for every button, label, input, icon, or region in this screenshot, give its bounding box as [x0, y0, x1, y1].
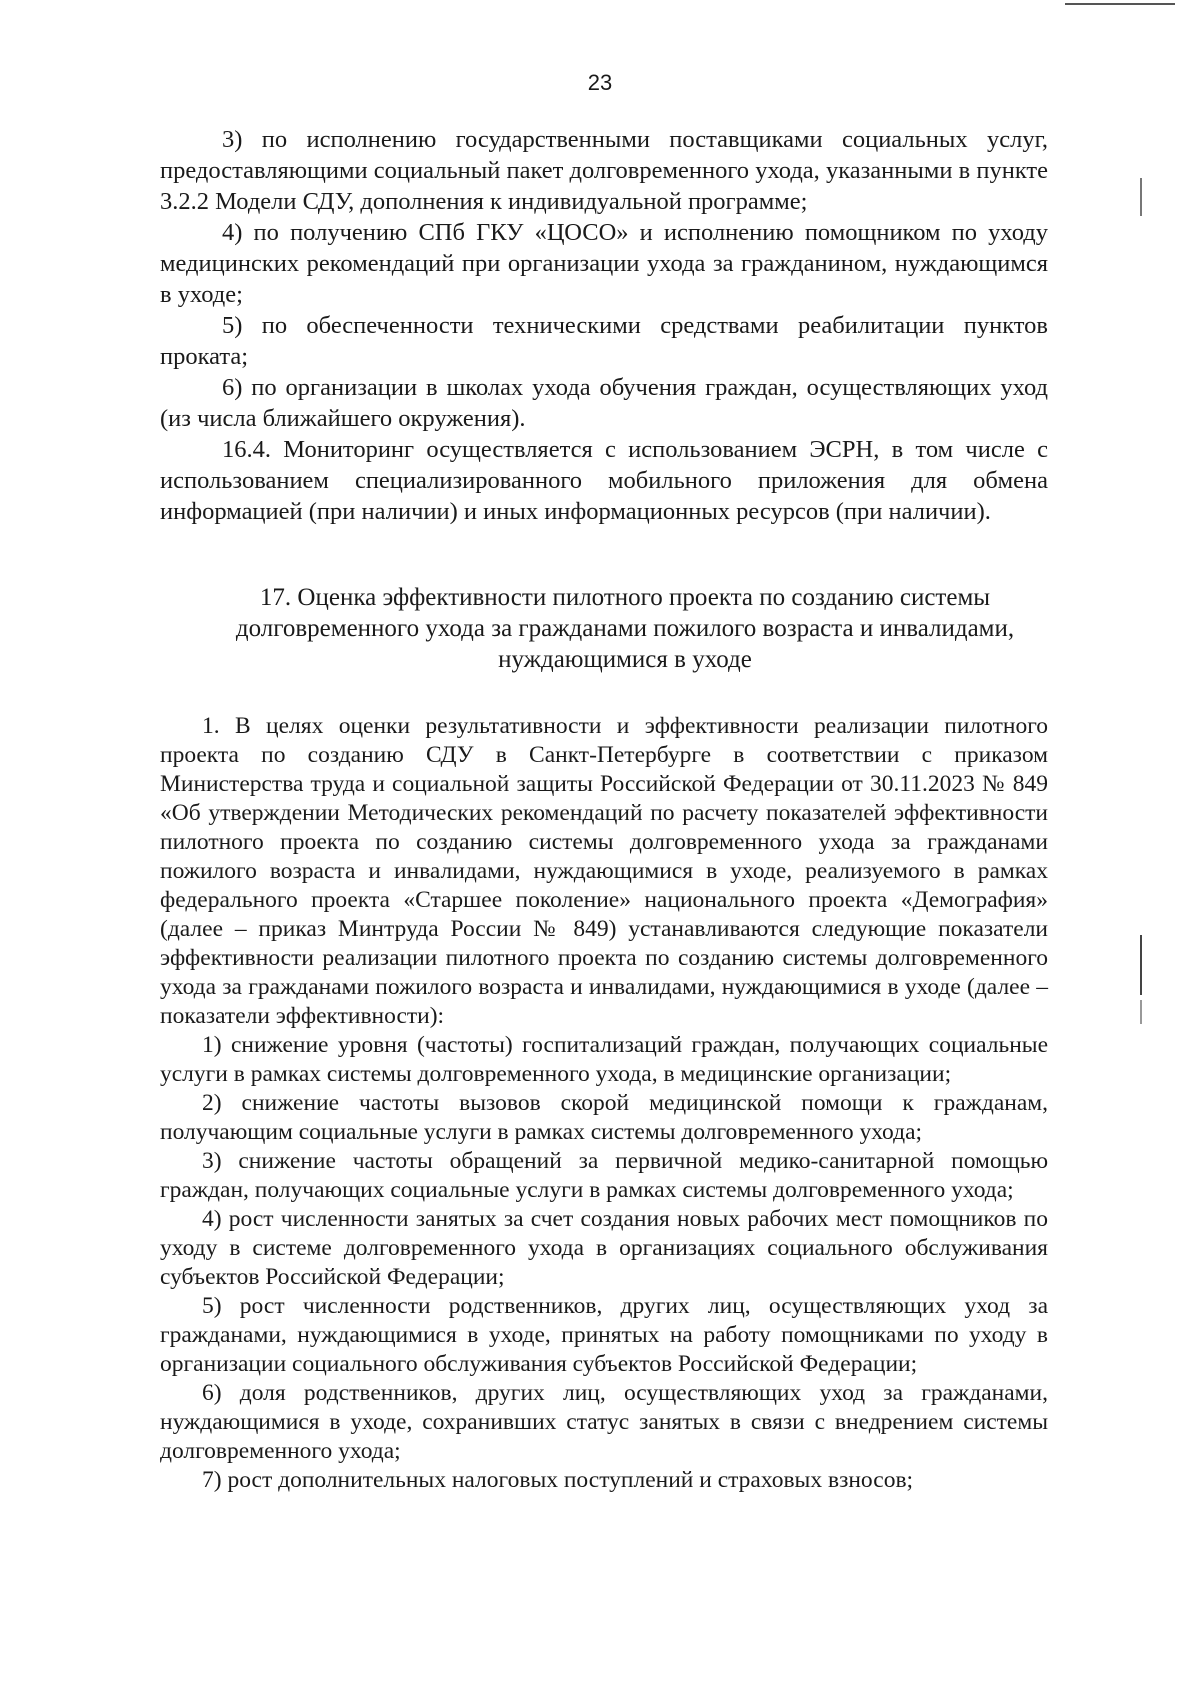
paragraph-16-4: 16.4. Мониторинг осуществляется с использованием ЭСРН, в том числе с использованием специализированного мобильного приложения для обмена информацией (при наличии) и иных информационных ресурсов (при наличии).	[160, 436, 1048, 525]
section-16-continuation	[160, 124, 1048, 527]
indicator-item-6: 6) доля родственников, других лиц, осуществляющих уход за гражданами, нуждающимися в уходе, сохранивших статус занятых в связи с внедрением системы долговременного ухода;	[160, 1380, 1048, 1464]
scan-mark	[1140, 1000, 1142, 1024]
paragraph-item-6: 6) по организации в школах ухода обучения граждан, осуществляющих уход (из числа ближайшего окружения).	[160, 374, 1048, 432]
indicator-item-5: 5) рост численности родственников, других лиц, осуществляющих уход за гражданами, нуждающимися в уходе, принятых на работу помощниками по уходу в организации социального обслуживания субъектов Российской Федерации;	[160, 1293, 1048, 1377]
top-edge-rule	[1065, 3, 1175, 5]
indicator-item-2: 2) снижение частоты вызовов скорой медицинской помощи к гражданам, получающим социальные услуги в рамках системы долговременного ухода;	[160, 1090, 1048, 1145]
indicator-item-3: 3) снижение частоты обращений за первичной медико-санитарной помощью граждан, получающих социальные услуги в рамках системы долговременного ухода;	[160, 1148, 1048, 1203]
heading-line-1: 17. Оценка эффективности пилотного проекта по созданию системы	[259, 584, 991, 611]
heading-line-3: нуждающимися в уходе	[498, 646, 752, 673]
paragraph-item-5: 5) по обеспеченности техническими средствами реабилитации пунктов проката;	[160, 312, 1048, 370]
scan-mark	[1140, 178, 1142, 216]
paragraph-17-1: 1. В целях оценки результативности и эффективности реализации пилотного проекта по созданию СДУ в Санкт-Петербурге в соответствии с приказом Министерства труда и социальной защиты Российской Федерации от 30.11.2023 № 849 «Об утверждении Методических рекомендаций по расчету показателей эффективности пилотного проекта по созданию системы долговременного ухода за гражданами пожилого возраста и инвалидами, нуждающимися в уходе, реализуемого в рамках федерального проекта «Старшее поколение» национального проекта «Демография» (далее – приказ Минтруда России № 849) устанавливаются следующие показатели эффективности реализации пилотного проекта по созданию системы долговременного ухода за гражданами пожилого возраста и инвалидами, нуждающимися в уходе (далее – показатели эффективности):	[160, 713, 1048, 1029]
indicator-item-4: 4) рост численности занятых за счет создания новых рабочих мест помощников по уходу в системе долговременного ухода в организациях социального обслуживания субъектов Российской Федерации;	[160, 1206, 1048, 1290]
indicator-item-1: 1) снижение уровня (частоты) госпитализаций граждан, получающих социальные услуги в рамках системы долговременного ухода, в медицинские организации;	[160, 1032, 1048, 1087]
section-17-body	[160, 712, 1048, 1495]
indicator-item-7: 7) рост дополнительных налоговых поступлений и страховых взносов;	[202, 1467, 914, 1493]
section-17-heading	[160, 582, 1090, 675]
paragraph-item-3: 3) по исполнению государственными поставщиками социальных услуг, предоставляющими социальный пакет долговременного ухода, указанными в пункте 3.2.2 Модели СДУ, дополнения к индивидуальной программе;	[160, 126, 1048, 215]
paragraph-item-4: 4) по получению СПб ГКУ «ЦОСО» и исполнению помощником по уходу медицинских рекомендаций при организации ухода за гражданином, нуждающимся в уходе;	[160, 219, 1048, 308]
heading-line-2: долговременного ухода за гражданами пожилого возраста и инвалидами,	[235, 615, 1015, 642]
scan-mark	[1140, 935, 1142, 995]
page-number: 23	[587, 70, 613, 95]
